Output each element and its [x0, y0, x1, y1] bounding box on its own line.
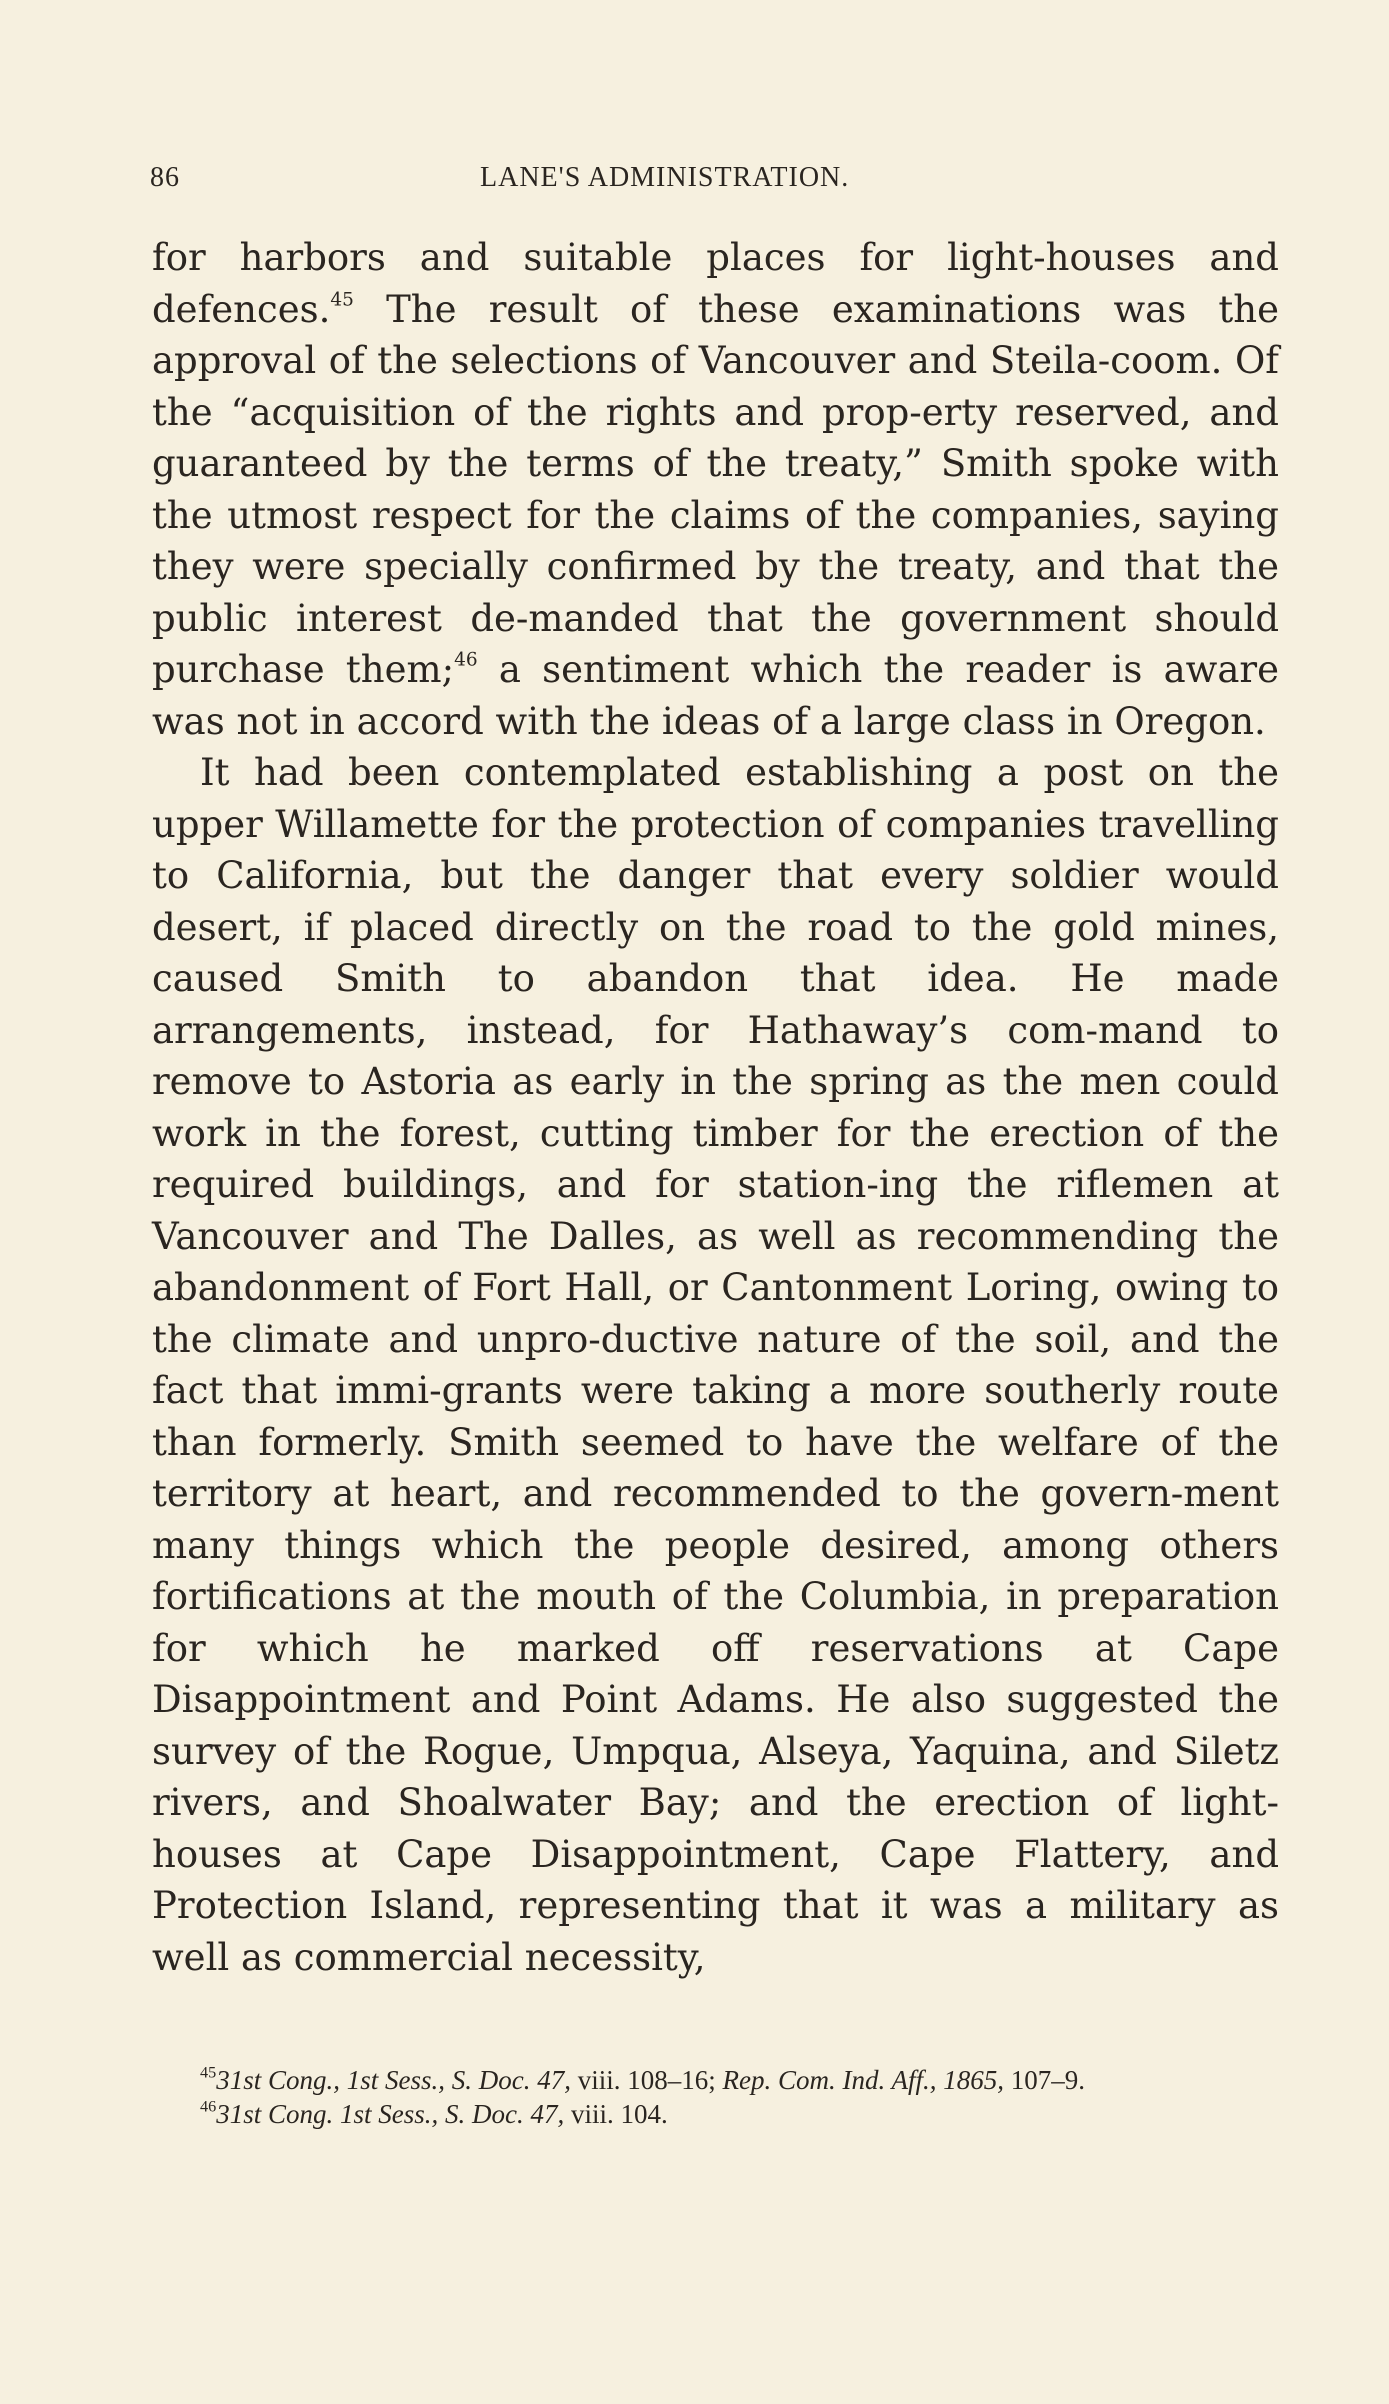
footnote-citation: 31st Cong., 1st Sess., S. Doc. 47,	[216, 2065, 571, 2095]
paragraph-1	[152, 232, 1279, 747]
footnote-46	[152, 2099, 1279, 2129]
page-header	[150, 162, 1280, 202]
footnote-text: viii. 104.	[564, 2099, 668, 2129]
footnote-number: 45	[200, 2063, 217, 2082]
page-number: 86	[150, 162, 180, 193]
paragraph-1-part-1: for harbors and suitable places for light-houses and defences.	[152, 236, 1279, 331]
footnote-text: 107–9.	[1003, 2065, 1085, 2095]
body-text	[152, 232, 1279, 1983]
running-title: LANE'S ADMINISTRATION.	[480, 162, 850, 193]
footnote-ref-45[interactable]: 45	[330, 288, 354, 310]
footnote-citation: 31st Cong. 1st Sess., S. Doc. 47,	[216, 2099, 565, 2129]
footnote-number: 46	[200, 2097, 217, 2116]
paragraph-2: It had been contemplated establishing a post on the upper Willamette for the protection of companies travelling to California, but the danger that every soldier would desert, if placed directly on the road to the gold mines, caused Smith to abandon that idea. He made arrangements, instead, for Hathaway’s com-mand to remove to Astoria as early in the spring as the men could work in the forest, cutting timber for the erection of the required buildings, and for station-ing the riflemen at Vancouver and The Dalles, as well as recommending the abandonment of Fort Hall, or Cantonment Loring, owing to the climate and unpro-ductive nature of the soil, and the fact that immi-grants were taking a more southerly route than formerly. Smith seemed to have the welfare of the territory at heart, and recommended to the govern-ment many things which the people desired, among others fortifications at the mouth of the Columbia, in preparation for which he marked off reservations at Cape Disappointment and Point Adams. He also suggested the survey of the Rogue, Umpqua, Alseya, Yaquina, and Siletz rivers, and Shoalwater Bay; and the erection of light-houses at Cape Disappointment, Cape Flattery, and Protection Island, representing that it was a military as well as commercial necessity,	[152, 751, 1279, 1979]
footnote-ref-46[interactable]: 46	[454, 649, 478, 671]
footnote-45	[152, 2065, 1279, 2095]
paragraph-1-part-2: The result of these examinations was the approval of the selections of Vancouver and Steila-coom. Of the “acquisition of the rights and prop-erty reserved, and guaranteed by the terms of the treaty,” Smith spoke with the utmost respect for the claims of the companies, saying they were specially confirmed by the treaty, and that the public interest de-manded that the government should purchase them;	[152, 287, 1279, 691]
paragraph-1-part-3: a sentiment which the reader is aware was not in accord with the ideas of a large class in Oregon.	[152, 648, 1279, 743]
footnotes	[152, 2065, 1279, 2129]
footnote-citation: Rep. Com. Ind. Aff., 1865,	[722, 2065, 1004, 2095]
footnote-text: viii. 108–16;	[570, 2065, 723, 2095]
